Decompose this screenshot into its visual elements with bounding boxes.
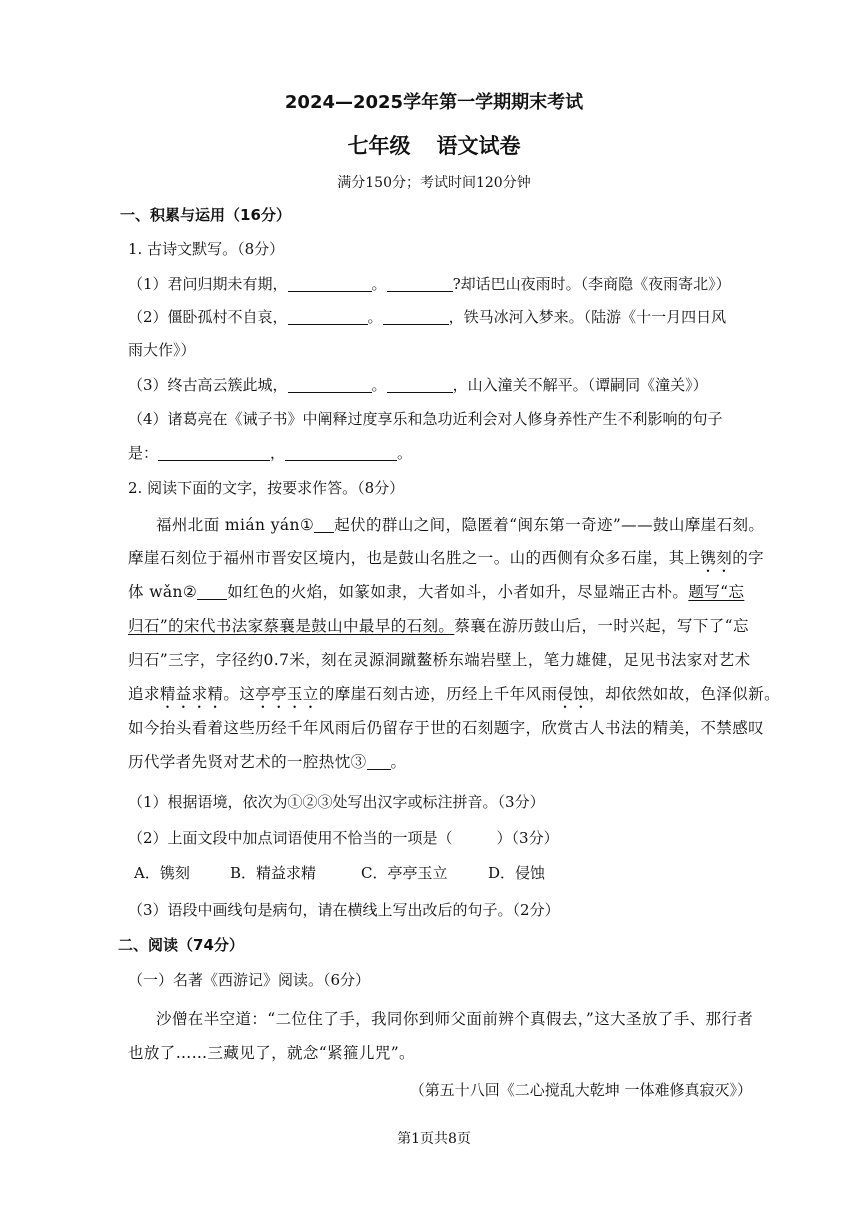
passage-text: 的摩崖石刻古迹，历经上千年风雨 [318, 685, 558, 703]
q1-item4-text-b: 是： [128, 444, 159, 462]
passage-text: 。 [390, 753, 407, 771]
excerpt-source: （第五十八回《二心搅乱大乾坤 一体难修真寂灭》） [409, 1081, 752, 1099]
option-a: A．镌刻 [134, 864, 190, 882]
section2-heading: 二、阅读（74分） [118, 936, 244, 954]
q1-item2-text-a: （2）僵卧孤村不自哀， [128, 308, 288, 326]
passage-text: 的字 [732, 549, 765, 567]
q2-sub1: （1）根据语境，依次为①②③处写出汉字或标注拼音。（3分） [128, 793, 545, 811]
q1-item2-cont: 雨大作》） [128, 341, 196, 359]
answer-blank[interactable] [367, 754, 391, 771]
answer-blank[interactable] [288, 276, 372, 292]
q1-item1-text-c: ?却话巴山夜雨时。（李商隐《夜雨寄北》） [452, 275, 731, 293]
q1-item3-text-a: （3）终古高云簇此城， [128, 376, 288, 394]
passage-text: 蔡襄在游历鼓山后，一时兴起，写下了“忘 [454, 617, 749, 635]
passage-text: 历代学者先贤对艺术的一腔热忱③ [128, 753, 367, 771]
exam-subtitle [0, 130, 868, 160]
q1-item1 [128, 273, 731, 294]
q1-item4-cont [128, 442, 412, 463]
dotted-word: 精益求精 [159, 685, 224, 703]
q1-item1-text-a: （1）君问归期未有期， [128, 275, 288, 293]
underlined-sentence: 题写“忘 [688, 583, 745, 601]
q1-item2-text-b: 。 [367, 308, 383, 326]
passage-line-8 [128, 750, 406, 772]
q1-item4: （4）诸葛亮在《诫子书》中阐释过度享乐和急功近利会对人修身养性产生不利影响的句子 [128, 410, 723, 428]
answer-blank[interactable] [387, 377, 453, 393]
exam-title: 2024—2025学年第一学期期末考试 [284, 92, 584, 113]
answer-blank[interactable] [383, 309, 449, 325]
passage-line-3 [128, 580, 744, 602]
part1-title: （一）名著《西游记》阅读。（6分） [128, 971, 371, 989]
excerpt-line-2: 也放了……三藏见了，就念“紧箍儿咒”。 [128, 1044, 415, 1062]
q2-sub3: （3）语段中画线句是病句，请在横线上写出改后的句子。（2分） [128, 901, 560, 919]
answer-blank[interactable] [197, 584, 227, 601]
passage-text: 福州北面 mián yán① [156, 516, 315, 534]
passage-line-4 [128, 614, 749, 636]
answer-blank[interactable] [314, 517, 334, 534]
q1-title: 1. 古诗文默写。（8分） [128, 240, 285, 258]
dotted-word: 亭亭玉立 [255, 685, 319, 703]
option-d: D．侵蚀 [488, 864, 546, 882]
option-b: B．精益求精 [230, 864, 317, 882]
passage-line-6 [128, 682, 780, 712]
q1-item4-text-c: ， [270, 444, 286, 462]
passage-line-7: 如今抬头看着这些历经千年风雨后仍留存于世的石刻题字，欣赏古人书法的精美，不禁感叹 [128, 719, 765, 737]
subject-label: 语文试卷 [436, 134, 521, 158]
section1-heading: 一、积累与运用（16分） [120, 206, 291, 224]
passage-text: 体 wǎn② [128, 583, 198, 601]
passage-text: 如红色的火焰，如篆如隶，大者如斗，小者如升，尽显端正古朴。 [227, 583, 689, 601]
dotted-word: 侵蚀 [557, 685, 590, 703]
q1-item2-text-c: ，铁马冰河入梦来。（陆游《十一月四日风 [448, 308, 727, 326]
q1-item3-text-c: ，山入潼关不解平。（谭嗣同《潼关》） [452, 376, 708, 394]
q2-sub2-text-b: ）（3分） [496, 829, 559, 847]
q1-item4-text-d: 。 [397, 444, 413, 462]
passage-line-5: 归石”三字，字径约0.7米，刻在灵源洞蹴鳌桥东端岩壁上，笔力雄健，足见书法家对艺术 [128, 651, 751, 669]
q1-item2 [128, 306, 726, 327]
option-c: C．亭亭玉立 [361, 864, 448, 882]
answer-blank[interactable] [285, 445, 397, 461]
passage-text: 追求 [128, 685, 160, 703]
passage-text: 摩崖石刻位于福州市晋安区境内，也是鼓山名胜之一。山的西侧有众多石崖，其上 [128, 549, 701, 567]
excerpt-line-1: 沙僧在半空道：“二位住了手，我同你到师父面前辨个真假去，”这大圣放了手、那行者 [156, 1010, 754, 1028]
passage-text: ，却依然如故，色泽似新。 [589, 685, 780, 703]
answer-blank[interactable] [288, 309, 368, 325]
exam-info: 满分150分；考试时间120分钟 [337, 175, 531, 191]
underlined-sentence: 归石”的宋代书法家蔡襄是鼓山中最早的石刻。 [128, 617, 455, 635]
q2-sub2-text-a: （2）上面文段中加点词语使用不恰当的一项是（ [128, 829, 453, 847]
q2-sub2 [128, 827, 559, 848]
page-number: 第1页共8页 [397, 1131, 471, 1147]
q1-item1-text-b: 。 [371, 275, 387, 293]
passage-text: 。这 [223, 685, 256, 703]
passage-line-1 [156, 513, 764, 535]
q1-item3 [128, 374, 708, 395]
answer-blank[interactable] [387, 276, 453, 292]
q2-options [134, 862, 545, 883]
passage-text: 起伏的群山之间，隐匿着“闽东第一奇迹”——鼓山摩崖石刻。 [334, 516, 765, 534]
q2-title: 2. 阅读下面的文字，按要求作答。（8分） [128, 479, 405, 497]
q1-item3-text-b: 。 [371, 376, 387, 394]
answer-blank[interactable] [288, 377, 372, 393]
answer-blank[interactable] [158, 445, 270, 461]
grade-label: 七年级 [347, 134, 411, 158]
dotted-word: 镌刻 [700, 549, 733, 567]
passage-line-2 [128, 546, 764, 576]
